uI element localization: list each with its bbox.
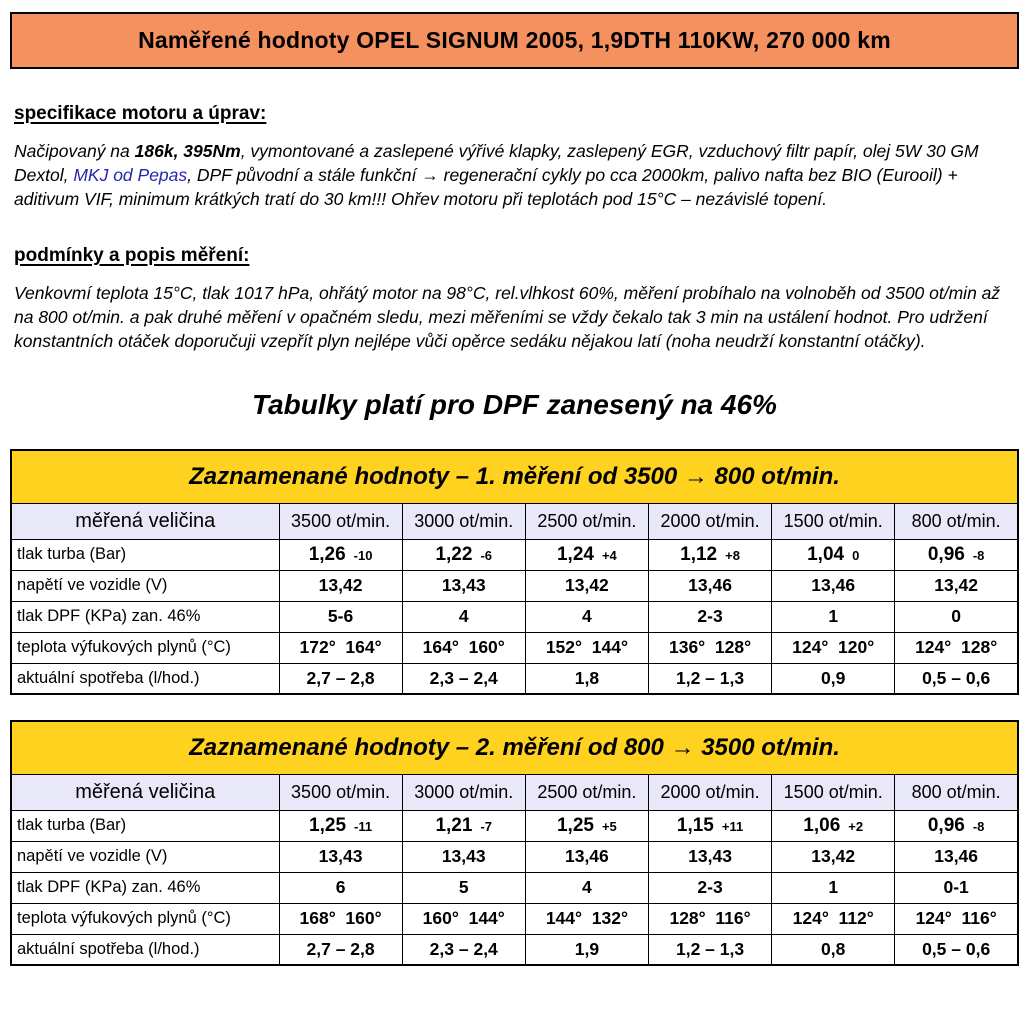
column-header: 2000 ot/min.: [648, 503, 771, 539]
data-cell: 0,9: [772, 663, 895, 694]
spec-paragraph: [14, 139, 1016, 211]
correction-value: -8: [972, 547, 985, 563]
table-row: [11, 632, 1018, 663]
data-cell: [525, 539, 648, 570]
data-cell: 4: [525, 601, 648, 632]
main-value: 0,96: [927, 543, 965, 565]
data-cell: 2-3: [648, 601, 771, 632]
inline-link-mkj-od-pepas[interactable]: MKJ od Pepas: [73, 165, 188, 185]
main-value: 1,04: [807, 543, 845, 565]
table-title-row: [11, 721, 1018, 774]
data-cell: 136° 128°: [648, 632, 771, 663]
column-header: 800 ot/min.: [895, 503, 1018, 539]
text-segment: , vymontované a zaslepené výřivé klapky, zaslepený EGR, vzduchový filtr papír, olej 5W 30 GM Dextol,: [14, 141, 979, 185]
main-value: 1,26: [308, 543, 346, 565]
correction-value: -10: [353, 547, 373, 563]
main-value: 1,12: [680, 543, 718, 565]
column-header: 1500 ot/min.: [772, 503, 895, 539]
data-cell: 6: [279, 872, 402, 903]
main-value: 1,15: [676, 814, 714, 836]
correction-value: -8: [972, 818, 985, 834]
data-cell: 0,8: [772, 934, 895, 965]
row-label: teplota výfukových plynů (°C): [11, 903, 279, 934]
table-row: [11, 539, 1018, 570]
data-cell: [648, 539, 771, 570]
column-header-merena-velicina: měřená veličina: [11, 774, 279, 810]
row-label: tlak DPF (KPa) zan. 46%: [11, 872, 279, 903]
data-cell: 13,43: [279, 841, 402, 872]
data-cell: 13,42: [772, 841, 895, 872]
data-cell: 152° 144°: [525, 632, 648, 663]
data-cell: 5-6: [279, 601, 402, 632]
data-cell: 1,2 – 1,3: [648, 663, 771, 694]
column-header: 3500 ot/min.: [279, 774, 402, 810]
data-cell: 2,3 – 2,4: [402, 934, 525, 965]
correction-value: -6: [480, 547, 492, 563]
column-header: 3000 ot/min.: [402, 503, 525, 539]
data-cell: 2,7 – 2,8: [279, 663, 402, 694]
data-cell: 13,42: [525, 570, 648, 601]
data-cell: 2-3: [648, 872, 771, 903]
data-cell: 4: [402, 601, 525, 632]
section-heading-specifikace: specifikace motoru a úprav:: [14, 103, 267, 124]
data-cell: [279, 539, 402, 570]
data-cell: 0: [895, 601, 1018, 632]
main-value: 0,96: [927, 814, 965, 836]
table-title-cell: [11, 721, 1018, 774]
correction-value: -7: [480, 818, 492, 834]
data-cell: 13,46: [648, 570, 771, 601]
correction-value: +5: [601, 818, 617, 834]
measurement-table-1: [10, 449, 1019, 695]
data-cell: 1: [772, 601, 895, 632]
column-header-row: [11, 503, 1018, 539]
table-row: [11, 601, 1018, 632]
table-row: [11, 810, 1018, 841]
table-row: [11, 841, 1018, 872]
column-header: 2500 ot/min.: [525, 774, 648, 810]
data-cell: 1: [772, 872, 895, 903]
correction-value: +2: [848, 818, 864, 834]
data-cell: 4: [525, 872, 648, 903]
data-cell: 1,2 – 1,3: [648, 934, 771, 965]
data-cell: 168° 160°: [279, 903, 402, 934]
data-cell: 0-1: [895, 872, 1018, 903]
data-cell: 164° 160°: [402, 632, 525, 663]
table-title-cell: [11, 450, 1018, 503]
table-row: [11, 903, 1018, 934]
section-heading-podminky: podmínky a popis měření:: [14, 245, 250, 266]
data-cell: 13,46: [525, 841, 648, 872]
text-segment: Načipovaný na: [14, 141, 135, 161]
row-label: napětí ve vozidle (V): [11, 841, 279, 872]
row-label: teplota výfukových plynů (°C): [11, 632, 279, 663]
data-cell: 2,3 – 2,4: [402, 663, 525, 694]
conditions-paragraph: Venkovmí teplota 15°C, tlak 1017 hPa, ohřátý motor na 98°C, rel.vlhkost 60%, měření probíhalo na volnoběh od 3500 ot/min až na 800 ot/min. a pak druhé měření v opačném sledu, mezi měřeními se vždy čekalo tak 3 min na ustálení hodnot. Pro udržení konstantních otáček doporučuji vzepřít plyn nejlépe vůči opěrce sedáku nějakou latí (noha neudrží konstantní otáčky).: [14, 283, 1001, 351]
data-cell: 0,5 – 0,6: [895, 934, 1018, 965]
main-value: 1,25: [309, 814, 347, 836]
correction-value: 0: [852, 547, 860, 563]
data-cell: 128° 116°: [648, 903, 771, 934]
table-row: [11, 663, 1018, 694]
table-2-title: Zaznamenané hodnoty – 2. měření od 800 → 3500 ot/min.: [189, 733, 840, 761]
row-label: napětí ve vozidle (V): [11, 570, 279, 601]
title-banner: [10, 12, 1019, 69]
column-header: 2500 ot/min.: [525, 503, 648, 539]
row-label: tlak turba (Bar): [11, 539, 279, 570]
correction-value: -11: [354, 818, 373, 834]
dpf-note-heading: Tabulky platí pro DPF zanesený na 46%: [252, 389, 777, 420]
table-row: [11, 934, 1018, 965]
table-title-row: [11, 450, 1018, 503]
table-1-title: Zaznamenané hodnoty – 1. měření od 3500 → 800 ot/min.: [189, 462, 840, 490]
data-cell: 160° 144°: [402, 903, 525, 934]
data-cell: 5: [402, 872, 525, 903]
column-header: 2000 ot/min.: [648, 774, 771, 810]
data-cell: 13,46: [895, 841, 1018, 872]
correction-value: +4: [601, 547, 617, 563]
column-header: 1500 ot/min.: [772, 774, 895, 810]
data-cell: [772, 539, 895, 570]
main-value: 1,24: [556, 543, 594, 565]
data-cell: [772, 810, 895, 841]
main-value: 1,25: [556, 814, 594, 836]
data-cell: 13,46: [772, 570, 895, 601]
column-header-row: [11, 774, 1018, 810]
document-title: Naměřené hodnoty OPEL SIGNUM 2005, 1,9DTH 110KW, 270 000 km: [138, 27, 891, 53]
data-cell: [895, 539, 1018, 570]
data-cell: 2,7 – 2,8: [279, 934, 402, 965]
column-header: 800 ot/min.: [895, 774, 1018, 810]
data-cell: 124° 128°: [895, 632, 1018, 663]
data-cell: [402, 539, 525, 570]
row-label: aktuální spotřeba (l/hod.): [11, 663, 279, 694]
row-label: tlak DPF (KPa) zan. 46%: [11, 601, 279, 632]
data-cell: 124° 120°: [772, 632, 895, 663]
data-cell: [525, 810, 648, 841]
data-cell: [895, 810, 1018, 841]
data-cell: 1,8: [525, 663, 648, 694]
row-label: aktuální spotřeba (l/hod.): [11, 934, 279, 965]
data-cell: [402, 810, 525, 841]
correction-value: +11: [721, 818, 744, 834]
data-cell: 1,9: [525, 934, 648, 965]
data-cell: 144° 132°: [525, 903, 648, 934]
column-header: 3500 ot/min.: [279, 503, 402, 539]
measurement-table-2: [10, 720, 1019, 966]
data-cell: 172° 164°: [279, 632, 402, 663]
text-segment: 186k, 395Nm: [134, 141, 241, 161]
data-cell: 0,5 – 0,6: [895, 663, 1018, 694]
table-row: [11, 570, 1018, 601]
data-cell: [279, 810, 402, 841]
row-label: tlak turba (Bar): [11, 810, 279, 841]
column-header: 3000 ot/min.: [402, 774, 525, 810]
main-value: 1,06: [803, 814, 841, 836]
data-cell: 124° 116°: [895, 903, 1018, 934]
table-row: [11, 872, 1018, 903]
correction-value: +8: [725, 547, 740, 563]
data-cell: 13,43: [648, 841, 771, 872]
data-cell: 13,42: [895, 570, 1018, 601]
column-header-merena-velicina: měřená veličina: [11, 503, 279, 539]
data-cell: 13,43: [402, 570, 525, 601]
data-cell: 124° 112°: [772, 903, 895, 934]
data-cell: [648, 810, 771, 841]
main-value: 1,22: [435, 543, 473, 565]
data-cell: 13,43: [402, 841, 525, 872]
text-segment: , DPF původní a stále funkční → regenerační cykly po cca 2000km, palivo nafta bez BIO (Eurooil) + aditivum VIF, minimum krátkých tratí do 30 km!!! Ohřev motoru při teplotách pod 15°C – nezávislé topení.: [14, 165, 958, 209]
main-value: 1,21: [435, 814, 473, 836]
data-cell: 13,42: [279, 570, 402, 601]
